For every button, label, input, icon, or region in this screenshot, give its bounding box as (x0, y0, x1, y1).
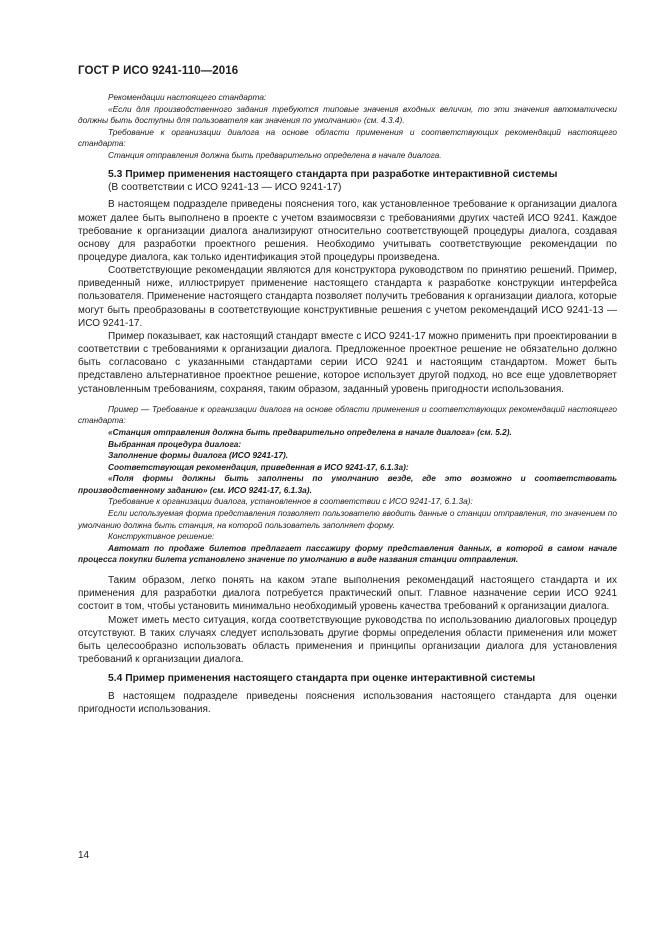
section-subtitle: (В соответствии с ИСО 9241-13 — ИСО 9241-17) (108, 181, 342, 193)
example-line: Конструктивное решение: (108, 531, 215, 542)
body-paragraph: Таким образом, легко понять на каком этапе выполнения рекомендаций настоящего стандарта и их применения для разработки диалога потребуется практический опыт. Главное назначение серии ИСО 9241 состоит в том, чтобы установить минимально необходимый уровень качества требований к организации диалога. (78, 575, 617, 613)
example-block (78, 404, 617, 566)
body-paragraph: Может иметь место ситуация, когда соответствующие руководства по использованию диалоговых процедур отсутствуют. В таких случаях следует использовать другие формы определения области применения или может быть целесообразно использовать область применения и принципы организации диалога для установления требований к организации диалога. (78, 614, 617, 665)
section-number: 5.4 (108, 673, 123, 685)
page-content (78, 92, 617, 716)
example-line: Соответствующая рекомендация, приведенная в ИСО 9241-17, 6.1.3а): (108, 461, 409, 472)
body-paragraph: В настоящем подразделе приведены пояснения того, как установленное требование к организации диалога может далее быть выполнено в проекте с учетом взаимосвязи с требованиями других частей ИСО 9241. Каждое требование к организации диалога анализируют относительно соответствующей процедуры диалога, создавая основу для разработки проектного решения. Необходимо учитывать соответствующие рекомендации по процедуре диалога, как только идентификация этой процедуры произведена. (78, 199, 617, 263)
page-number: 14 (78, 850, 90, 861)
section-title: Пример применения настоящего стандарта при разработке интерактивной системы (125, 168, 558, 180)
section-heading-5-3 (78, 168, 617, 195)
note-line: «Если для производственного задания требуются типовые значения входных величин, то эти значения автоматически должны быть доступны для пользователя как значения по умолчанию» (см. 4.3.4). (78, 103, 617, 126)
example-line: Если используемая форма представления позволяет пользователю вводить данные о станции отправления, то значением по умолчанию должна быть станция, на которой пользователь заполняет форму. (78, 508, 617, 530)
example-line: «Поля формы должны быть заполнены по умолчанию везде, где это возможно и соответствовать производственному заданию» (см. ИСО 9241-17, 6.1.3а). (78, 473, 617, 495)
example-line: Заполнение формы диалога (ИСО 9241-17). (108, 450, 289, 461)
note-line: Требование к организации диалога на основе области применения и соответствующих рекомендаций настоящего стандарта: (78, 126, 617, 149)
section-number: 5.3 (108, 168, 123, 180)
body-paragraph: Соответствующие рекомендации являются для конструктора руководством по принятию решений. Пример, приведенный ниже, иллюстрирует применение настоящего стандарта к разработке конструкции интерфейса пользователя. Применение настоящего стандарта позволяет получить требования к организации диалога, которые могут быть преобразованы в соответствующие конструктивные решения с учетом рекомендаций ИСО 9241-13 — ИСО 9241-17. (78, 265, 617, 329)
example-line: Требование к организации диалога, установленное в соответствии с ИСО 9241-17, 6.1.3а): (108, 496, 473, 507)
example-line: «Станция отправления должна быть предварительно определена в начале диалога» (см. 5.2). (108, 426, 512, 437)
example-line: Пример — Требование к организации диалога на основе области применения и соответствующих рекомендаций настоящего стандарта: (78, 403, 617, 426)
body-paragraph: Пример показывает, как настоящий стандарт вместе с ИСО 9241-17 можно применить при проектировании в соответствии с требованиями к организации диалога. Предложенное проектное решение не обязательно должно быть согласовано с указанными стандартами серии ИСО 9241 и настоящим стандартом. Может быть представлено альтернативное проектное решение, которое использует другой подход, но все еще удовлетворяет установленным требованиям, сохраняя, таким образом, заданный уровень пригодности использования. (78, 330, 617, 395)
example-line: Автомат по продаже билетов предлагает пассажиру форму представления данных, в которой в самом начале процесса покупки билета установлено значение по умолчанию в виде названия станции отправления. (78, 542, 617, 565)
recommendation-block (78, 92, 617, 162)
document-header: ГОСТ Р ИСО 9241-110—2016 (78, 65, 239, 77)
note-line: Рекомендации настоящего стандарта: (108, 92, 267, 102)
section-title: Пример применения настоящего стандарта при оценке интерактивной системы (125, 673, 536, 685)
example-line: Выбранная процедура диалога: (108, 438, 242, 449)
note-line: Станция отправления должна быть предварительно определена в начале диалога. (108, 149, 442, 160)
section-heading-5-4 (78, 672, 617, 685)
body-paragraph: В настоящем подразделе приведены пояснения использования настоящего стандарта для оценки пригодности использования. (78, 690, 617, 715)
